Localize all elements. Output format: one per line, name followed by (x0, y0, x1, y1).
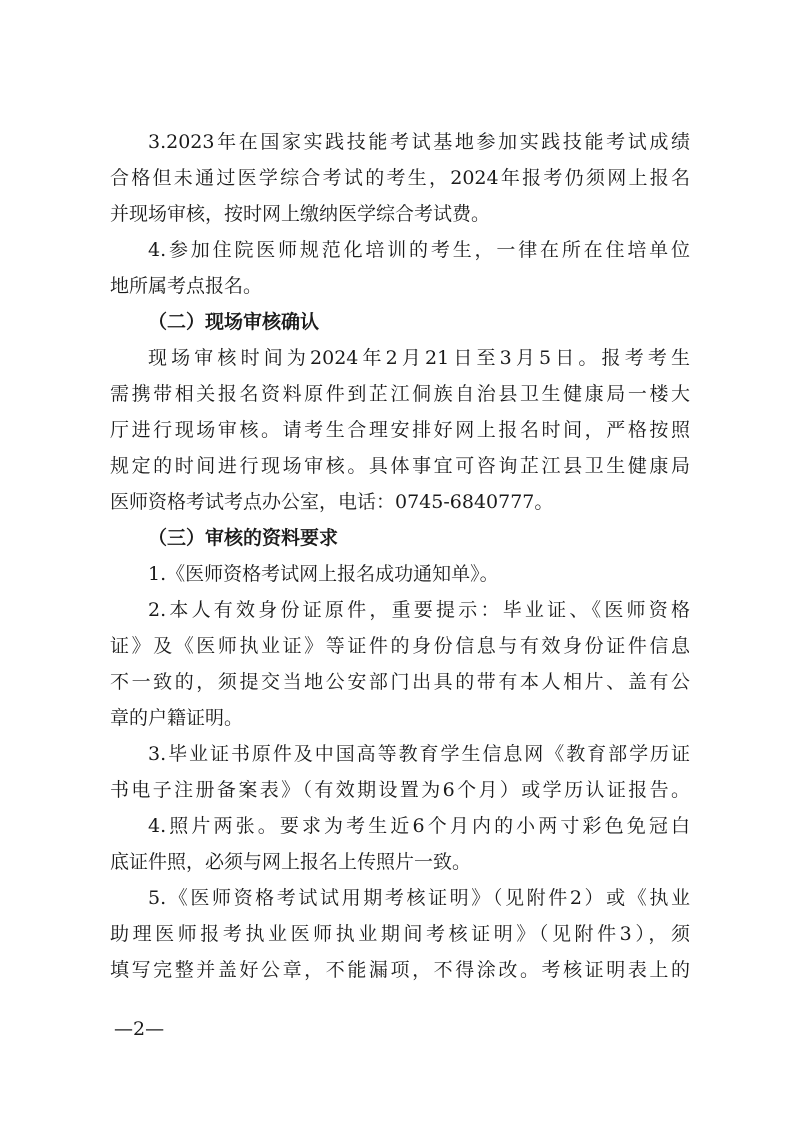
text-line: 医师资格考试考点办公室，电话：0745-6840777。 (110, 491, 554, 513)
text-line: 2.本人有效身份证原件，重要提示：毕业证、《医师资格 (148, 599, 690, 621)
text-line: 现场审核时间为2024年2月21日至3月5日。报考考生 (148, 347, 690, 369)
text-line: 4.照片两张。要求为考生近6个月内的小两寸彩色免冠白 (148, 815, 690, 837)
section-heading: （三）审核的资料要求 (148, 527, 339, 549)
text-line: 书电子注册备案表》（有效期设置为6个月）或学历认证报告。 (110, 779, 690, 801)
text-line: 厅进行现场审核。请考生合理安排好网上报名时间，严格按照 (110, 419, 690, 441)
text-line: 填写完整并盖好公章，不能漏项，不得涂改。考核证明表上的 (110, 959, 690, 981)
text-line: 证》及《医师执业证》等证件的身份信息与有效身份证件信息 (110, 635, 690, 657)
text-line: 地所属考点报名。 (110, 275, 263, 297)
text-line: 4.参加住院医师规范化培训的考生，一律在所在住培单位 (148, 239, 690, 261)
text-line: 3.毕业证书原件及中国高等教育学生信息网《教育部学历证 (148, 743, 690, 765)
text-line: 章的户籍证明。 (110, 707, 244, 729)
text-line: 不一致的，须提交当地公安部门出具的带有本人相片、盖有公 (110, 671, 690, 693)
text-line: 需携带相关报名资料原件到芷江侗族自治县卫生健康局一楼大 (110, 383, 690, 405)
page-number: —2— (114, 1018, 165, 1040)
text-line: 合格但未通过医学综合考试的考生，2024年报考仍须网上报名 (110, 167, 690, 189)
text-line: 规定的时间进行现场审核。具体事宜可咨询芷江县卫生健康局 (110, 455, 690, 477)
section-heading: （二）现场审核确认 (148, 311, 320, 333)
document-body (110, 124, 690, 988)
text-line: 1.《医师资格考试网上报名成功通知单》。 (148, 563, 499, 585)
text-line: 底证件照，必须与网上报名上传照片一致。 (110, 851, 472, 873)
text-line: 并现场审核，按时网上缴纳医学综合考试费。 (110, 203, 491, 225)
text-line: 5.《医师资格考试试用期考核证明》（见附件2）或《执业 (148, 887, 690, 909)
text-line: 助理医师报考执业医师执业期间考核证明》（见附件3），须 (110, 923, 690, 945)
text-line: 3.2023年在国家实践技能考试基地参加实践技能考试成绩 (148, 131, 690, 153)
